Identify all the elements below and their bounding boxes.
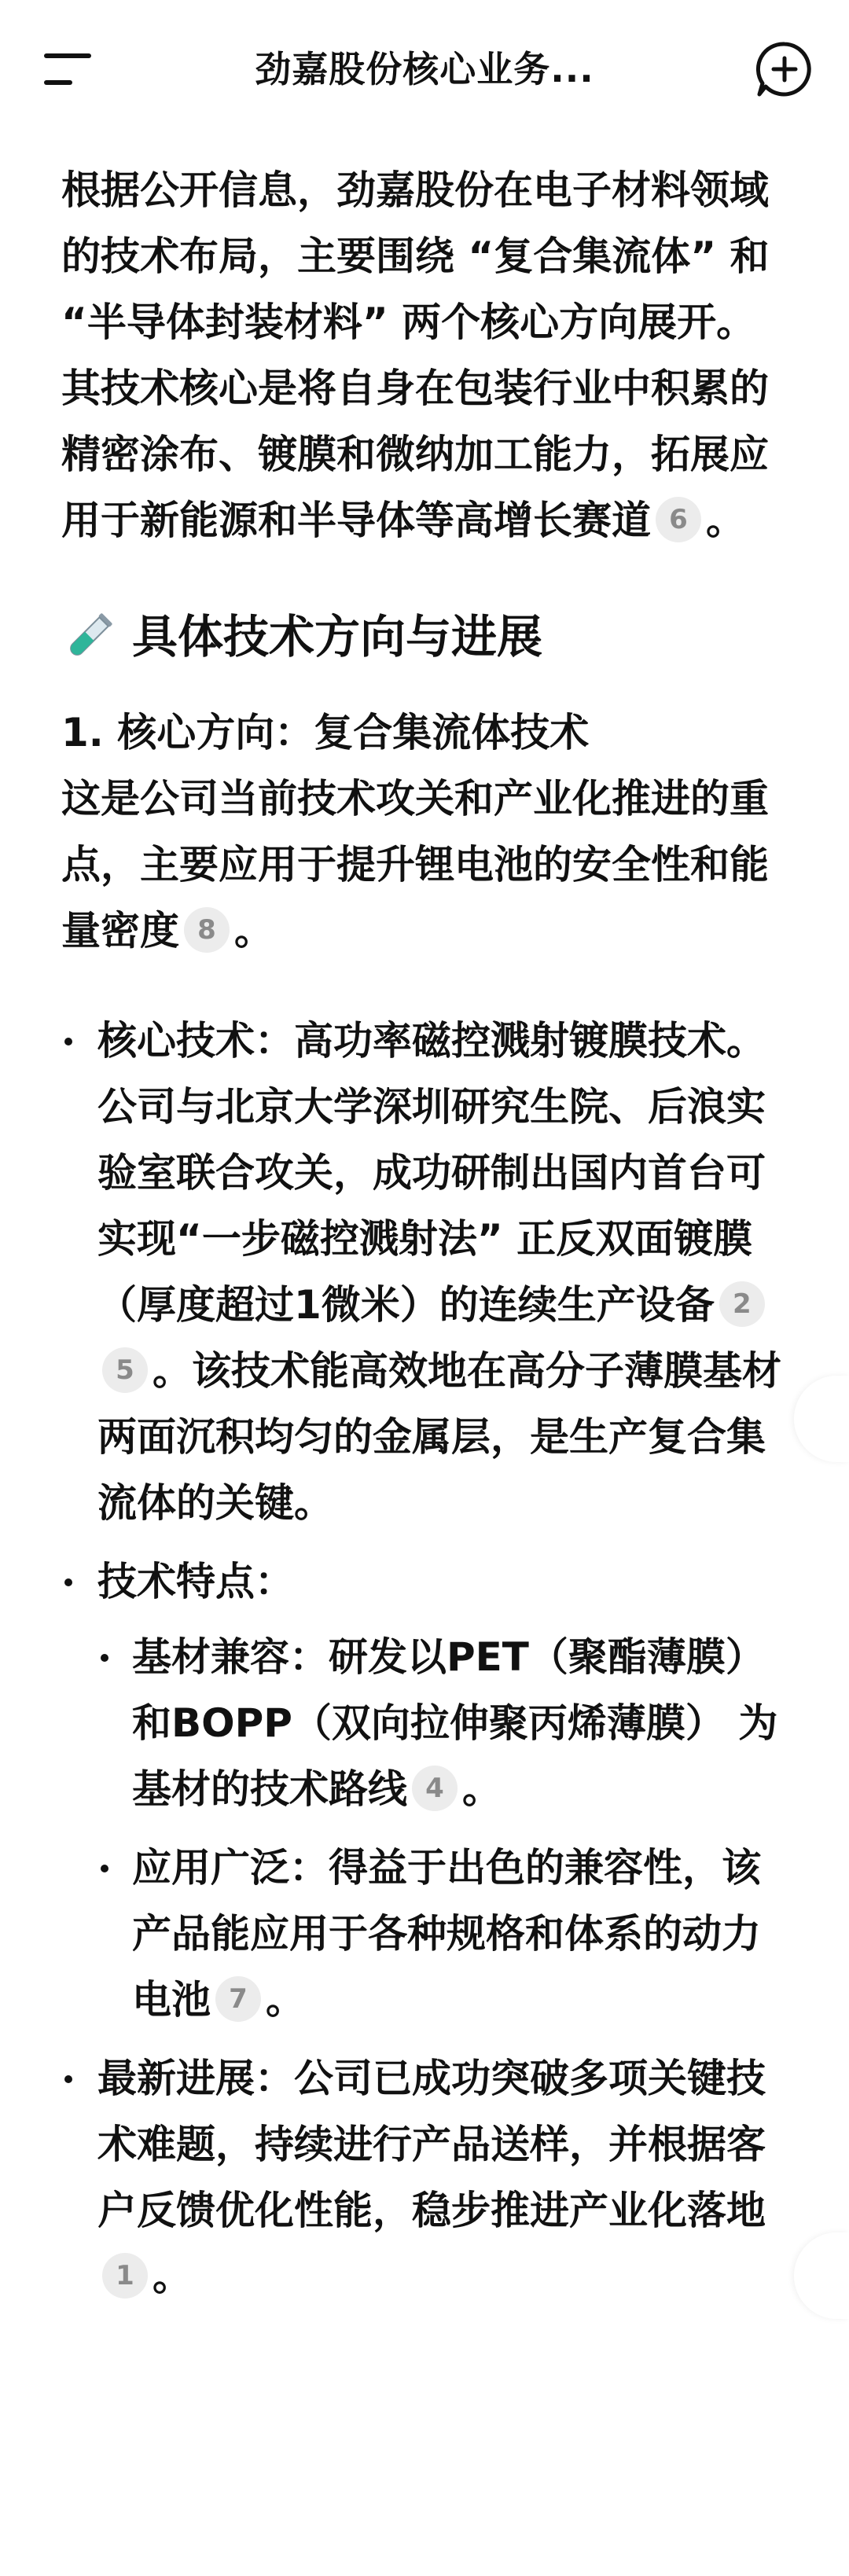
list-item-core-tech: 核心技术：高功率磁控溅射镀膜技术。公司与北京大学深圳研究生院、后浪实验室联合攻关，成功研制出国内首台可实现“一步磁控溅射法” 正反双面镀膜（厚度超过1微米）的连续生产设备 25 。该技术能高效地在高分子薄膜基材两面沉积均匀的金属层，是生产复合集流体的关键。 [61, 1008, 792, 1536]
intro-paragraph: 根据公开信息，劲嘉股份在电子材料领域的技术布局，主要围绕 “复合集流体” 和 “半导体封装材料” 两个核心方向展开。其技术核心是将自身在包装行业中积累的精密涂布、镀膜和微纳加工能力，拓展应用于新能源和半导体等高增长赛道 6 。 [61, 167, 770, 543]
test-tube-icon [61, 609, 116, 664]
list-item-features: 技术特点： 基材兼容：研发以PET（聚酯薄膜）和BOPP（双向拉伸聚丙烯薄膜） 为基材的技术路线 4 。 应用广泛：得益于出色的兼容性，该产品能应用于各种规格和体系的动力电池 7 。 [61, 1549, 792, 2033]
bullet-list [61, 1008, 792, 2310]
citation-badge[interactable]: 7 [215, 1976, 261, 2022]
list-item-progress: 最新进展：公司已成功突破多项关键技术难题，持续进行产品送样，并根据客户反馈优化性能，稳步推进产业化落地1 。 [61, 2045, 792, 2310]
citation-badge[interactable]: 1 [102, 2253, 148, 2299]
edge-handle[interactable] [794, 1376, 849, 1462]
feature-sublist [97, 1624, 792, 2033]
citation-badge[interactable]: 6 [656, 497, 701, 542]
top-bar [0, 0, 849, 141]
menu-icon[interactable] [44, 50, 94, 88]
conversation-title: 劲嘉股份核心业务... [255, 48, 594, 90]
sublist-item-substrate: 基材兼容：研发以PET（聚酯薄膜）和BOPP（双向拉伸聚丙烯薄膜） 为基材的技术路线 4 。 [97, 1624, 792, 1822]
sublist-item-application: 应用广泛：得益于出色的兼容性，该产品能应用于各种规格和体系的动力电池 7 。 [97, 1835, 792, 2033]
section-heading: 具体技术方向与进展 [61, 597, 792, 676]
citation-badge[interactable]: 2 [719, 1281, 765, 1327]
edge-handle[interactable] [794, 2232, 849, 2319]
citation-badge[interactable]: 4 [412, 1766, 458, 1811]
new-chat-icon[interactable] [755, 39, 814, 99]
citation-badge[interactable]: 8 [184, 907, 230, 953]
citation-badge[interactable]: 5 [102, 1347, 148, 1393]
direction-paragraph: 这是公司当前技术攻关和产业化推进的重点，主要应用于提升锂电池的安全性和能量密度 8 。 [61, 776, 769, 954]
direction-heading: 1. 核心方向：复合集流体技术 [61, 710, 590, 755]
message-content [61, 157, 792, 2310]
